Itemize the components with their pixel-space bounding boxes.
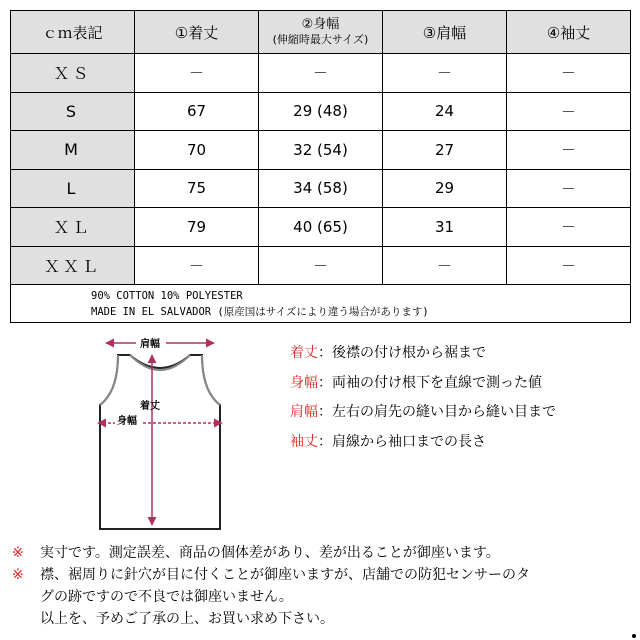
width-cell: － xyxy=(259,246,383,285)
note-text: 実寸です。測定誤差、商品の個体差があり、差が出ることが御座います。 xyxy=(40,545,500,561)
length-label: 着丈 xyxy=(140,401,160,412)
note-line xyxy=(12,564,530,586)
shoulder-cell: 31 xyxy=(383,208,507,247)
legend-term: 身幅 xyxy=(290,374,318,391)
note-mark: ※ xyxy=(12,567,24,583)
shoulder-cell: － xyxy=(383,246,507,285)
length-cell: 70 xyxy=(135,131,259,170)
measurement-legend xyxy=(290,342,556,460)
width-cell: 32 (54) xyxy=(259,131,383,170)
sleeve-cell: － xyxy=(507,208,631,247)
note-text: 襟、裾周りに針穴が目に付くことが御座いますが、店舗での防犯センサーのタ xyxy=(40,567,530,583)
legend-desc: ：肩線から袖口までの長さ xyxy=(318,433,486,450)
material-line: 90% COTTON 10% POLYESTER xyxy=(91,289,243,302)
header-width xyxy=(259,11,383,54)
size-cell: S xyxy=(11,92,135,131)
shoulder-cell: 24 xyxy=(383,92,507,131)
sleeve-cell: － xyxy=(507,92,631,131)
origin-line: MADE IN EL SALVADOR (原産国はサイズにより違う場合があります) xyxy=(91,305,429,318)
size-cell: M xyxy=(11,131,135,170)
header-width-label: ②身幅 xyxy=(301,17,340,32)
shoulder-label: 肩幅 xyxy=(140,339,160,350)
length-cell: － xyxy=(135,54,259,93)
width-label: 身幅 xyxy=(117,416,137,427)
header-length: ①着丈 xyxy=(135,11,259,54)
table-row xyxy=(11,246,631,285)
garment-outline xyxy=(100,355,220,529)
legend-desc: ：両袖の付け根下を直線で測った値 xyxy=(318,374,542,391)
length-cell: 79 xyxy=(135,208,259,247)
disclaimer-notes xyxy=(12,542,530,630)
table-header-row xyxy=(11,11,631,54)
legend-term: 袖丈 xyxy=(290,433,318,450)
sleeve-cell: － xyxy=(507,131,631,170)
header-shoulder: ③肩幅 xyxy=(383,11,507,54)
table-footer-row xyxy=(11,285,631,323)
length-cell: － xyxy=(135,246,259,285)
size-table xyxy=(10,10,631,323)
table-row xyxy=(11,208,631,247)
width-cell: 29 (48) xyxy=(259,92,383,131)
header-width-sub: (伸縮時最大サイズ) xyxy=(272,33,369,46)
width-cell: 34 (58) xyxy=(259,169,383,208)
note-text: 以上を、予めご了承の上、お買い求め下さい。 xyxy=(40,611,334,627)
corner-dot xyxy=(632,634,636,638)
table-row xyxy=(11,54,631,93)
legend-term: 肩幅 xyxy=(290,404,318,420)
size-cell: ＸＳ xyxy=(11,54,135,93)
legend-item-width xyxy=(290,372,556,402)
legend-desc: ：左右の肩先の縫い目から縫い目まで xyxy=(318,404,556,420)
width-cell: 40 (65) xyxy=(259,208,383,247)
note-line xyxy=(12,586,530,608)
sleeve-cell: － xyxy=(507,169,631,208)
legend-item-length xyxy=(290,342,556,372)
header-size: ｃｍ表記 xyxy=(11,11,135,54)
shoulder-cell: 27 xyxy=(383,131,507,170)
material-note xyxy=(11,285,631,323)
header-sleeve: ④袖丈 xyxy=(507,11,631,54)
width-cell: － xyxy=(259,54,383,93)
table-row xyxy=(11,169,631,208)
legend-term: 着丈 xyxy=(290,345,318,361)
legend-desc: ：後襟の付け根から裾まで xyxy=(318,345,486,361)
table-row xyxy=(11,92,631,131)
shoulder-cell: 29 xyxy=(383,169,507,208)
legend-item-sleeve xyxy=(290,431,556,461)
note-mark: ※ xyxy=(12,545,24,561)
length-cell: 67 xyxy=(135,92,259,131)
length-cell: 75 xyxy=(135,169,259,208)
note-line xyxy=(12,542,530,564)
sleeve-cell: － xyxy=(507,246,631,285)
table-row xyxy=(11,131,631,170)
size-cell: L xyxy=(11,169,135,208)
size-cell: ＸＬ xyxy=(11,208,135,247)
note-text: グの跡ですので不良では御座いません。 xyxy=(40,589,293,605)
legend-item-shoulder xyxy=(290,401,556,431)
size-cell: ＸＸＬ xyxy=(11,246,135,285)
tank-top-diagram xyxy=(80,333,240,533)
sleeve-cell: － xyxy=(507,54,631,93)
note-line xyxy=(12,608,530,630)
shoulder-cell: － xyxy=(383,54,507,93)
